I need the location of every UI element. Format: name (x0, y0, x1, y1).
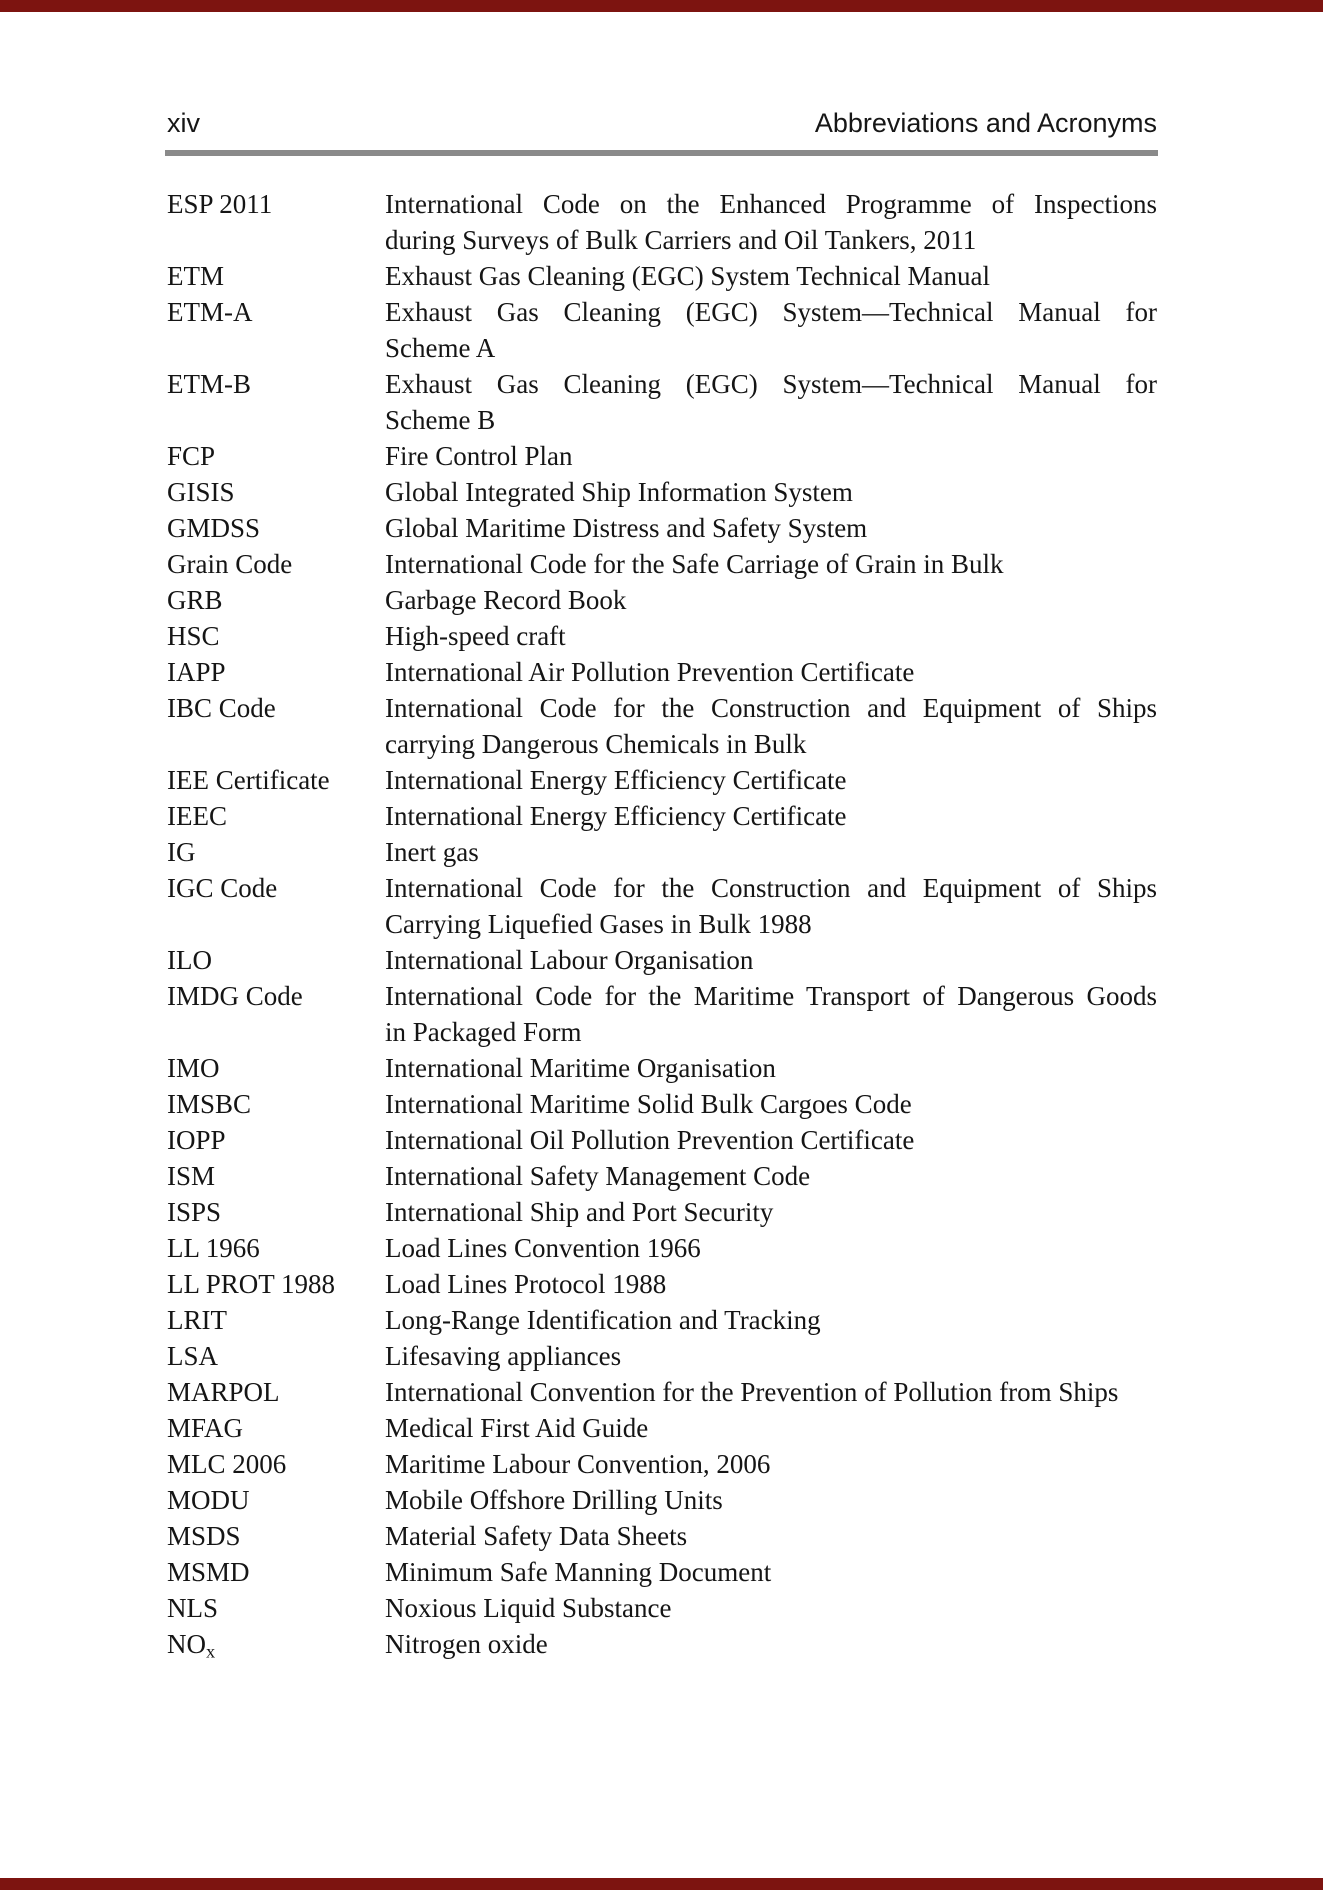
abbrev-entry (167, 546, 1157, 582)
abbreviation: ISM (167, 1161, 216, 1191)
abbrev-entry (167, 438, 1157, 474)
abbrev-entry (167, 834, 1157, 870)
abbreviation: IGC Code (167, 873, 278, 903)
definition-line: in Packaged Form (385, 1017, 582, 1047)
definition-line: Noxious Liquid Substance (385, 1593, 672, 1623)
bottom-edge-bar (0, 1878, 1323, 1890)
definition-line: Exhaust Gas Cleaning (EGC) System Technical Manual (385, 261, 990, 291)
abbreviations-list (167, 186, 1157, 1662)
definition-line: International Labour Organisation (385, 945, 754, 975)
abbreviation: HSC (167, 621, 220, 651)
page-header (167, 106, 1157, 140)
definition (385, 1266, 1157, 1302)
definition-line: International Maritime Solid Bulk Cargoes Code (385, 1089, 912, 1119)
abbrev-entry (167, 1482, 1157, 1518)
abbreviation: IAPP (167, 657, 226, 687)
definition-line: International Code for the Maritime Transport of Dangerous Goods (385, 981, 1157, 1011)
abbreviation: LL 1966 (167, 1233, 260, 1263)
definition (385, 186, 1157, 258)
definition (385, 582, 1157, 618)
definition (385, 1446, 1157, 1482)
definition (385, 1554, 1157, 1590)
definition-line: Lifesaving appliances (385, 1341, 622, 1371)
definition (385, 942, 1157, 978)
abbrev-entry (167, 870, 1157, 942)
abbreviation: MODU (167, 1485, 250, 1515)
abbrev-entry (167, 798, 1157, 834)
definition (385, 690, 1157, 762)
abbreviation: MSMD (167, 1557, 250, 1587)
definition (385, 618, 1157, 654)
abbrev-entry (167, 1194, 1157, 1230)
definition-line: High-speed craft (385, 621, 566, 651)
abbrev-entry (167, 654, 1157, 690)
definition (385, 1194, 1157, 1230)
abbreviation: ISPS (167, 1197, 222, 1227)
abbreviation: ESP 2011 (167, 189, 273, 219)
definition (385, 258, 1157, 294)
definition-line: Material Safety Data Sheets (385, 1521, 688, 1551)
abbreviation-subscript: x (206, 1641, 216, 1662)
abbrev-entry (167, 1230, 1157, 1266)
abbreviation: IBC Code (167, 693, 276, 723)
abbrev-entry (167, 366, 1157, 438)
definition-line: International Air Pollution Prevention Certificate (385, 657, 915, 687)
abbreviation: ILO (167, 945, 212, 975)
abbreviation: ETM (167, 261, 224, 291)
definition-line: International Oil Pollution Prevention Certificate (385, 1125, 915, 1155)
definition-line: Maritime Labour Convention, 2006 (385, 1449, 771, 1479)
abbrev-entry (167, 1374, 1157, 1410)
definition-line: Scheme B (385, 405, 496, 435)
abbreviation: GMDSS (167, 513, 261, 543)
abbrev-entry (167, 1446, 1157, 1482)
definition-line: Load Lines Convention 1966 (385, 1233, 701, 1263)
abbreviation: LL PROT 1988 (167, 1269, 336, 1299)
definition (385, 1590, 1157, 1626)
definition (385, 1122, 1157, 1158)
definition (385, 1518, 1157, 1554)
abbrev-entry (167, 1122, 1157, 1158)
definition (385, 1374, 1157, 1410)
definition-line: International Safety Management Code (385, 1161, 811, 1191)
abbreviation: IEEC (167, 801, 227, 831)
top-edge-bar (0, 0, 1323, 12)
definition-line: International Code for the Construction and Equipment of Ships (385, 693, 1157, 723)
definition-line: Nitrogen oxide (385, 1629, 548, 1659)
abbrev-entry (167, 1158, 1157, 1194)
definition (385, 1482, 1157, 1518)
abbreviation: ETM-A (167, 297, 253, 327)
abbrev-entry (167, 1518, 1157, 1554)
abbrev-entry (167, 942, 1157, 978)
definition-line: International Code for the Construction and Equipment of Ships (385, 873, 1157, 903)
abbrev-entry (167, 1302, 1157, 1338)
definition (385, 870, 1157, 942)
abbreviation: IOPP (167, 1125, 226, 1155)
abbrev-entry (167, 618, 1157, 654)
definition-line: Minimum Safe Manning Document (385, 1557, 772, 1587)
abbreviation: FCP (167, 441, 216, 471)
definition-line: International Energy Efficiency Certificate (385, 765, 847, 795)
definition-line: Global Integrated Ship Information System (385, 477, 853, 507)
abbrev-entry (167, 582, 1157, 618)
definition-line: Medical First Aid Guide (385, 1413, 649, 1443)
abbreviation: MSDS (167, 1521, 241, 1551)
abbreviation: MFAG (167, 1413, 244, 1443)
abbreviation: IMDG Code (167, 981, 303, 1011)
abbrev-entry (167, 1086, 1157, 1122)
definition (385, 1626, 1157, 1662)
abbrev-entry (167, 762, 1157, 798)
abbreviation: NLS (167, 1593, 219, 1623)
abbreviation: GRB (167, 585, 223, 615)
abbrev-entry (167, 294, 1157, 366)
page-title: Abbreviations and Acronyms (814, 108, 1157, 138)
definition (385, 510, 1157, 546)
abbrev-entry (167, 1590, 1157, 1626)
abbreviation: ETM-B (167, 369, 251, 399)
abbreviation: $NO_x$ (167, 1629, 216, 1662)
definition-line: Long-Range Identification and Tracking (385, 1305, 821, 1335)
definition-line: Exhaust Gas Cleaning (EGC) System—Technical Manual for (385, 297, 1157, 327)
definition (385, 1158, 1157, 1194)
abbrev-entry (167, 1266, 1157, 1302)
abbrev-entry (167, 1626, 1157, 1662)
abbreviation: MARPOL (167, 1377, 280, 1407)
definition (385, 366, 1157, 438)
definition (385, 798, 1157, 834)
abbreviation: Grain Code (167, 549, 293, 579)
abbrev-entry (167, 258, 1157, 294)
definition (385, 294, 1157, 366)
definition-line: Inert gas (385, 837, 479, 867)
definition (385, 1338, 1157, 1374)
definition (385, 1302, 1157, 1338)
definition-line: Carrying Liquefied Gases in Bulk 1988 (385, 909, 812, 939)
definition (385, 834, 1157, 870)
abbreviation: IG (167, 837, 196, 867)
abbrev-entry (167, 1338, 1157, 1374)
definition-line: during Surveys of Bulk Carriers and Oil Tankers, 2011 (385, 225, 977, 255)
definition-line: Global Maritime Distress and Safety System (385, 513, 868, 543)
abbrev-entry (167, 186, 1157, 258)
definition (385, 654, 1157, 690)
abbrev-entry (167, 1050, 1157, 1086)
definition (385, 1230, 1157, 1266)
definition (385, 1086, 1157, 1122)
definition (385, 474, 1157, 510)
abbrev-entry (167, 690, 1157, 762)
abbrev-entry (167, 510, 1157, 546)
abbrev-entry (167, 1554, 1157, 1590)
definition (385, 1410, 1157, 1446)
abbrev-entry (167, 1410, 1157, 1446)
definition-line: International Maritime Organisation (385, 1053, 776, 1083)
definition (385, 546, 1157, 582)
definition-line: Scheme A (385, 333, 496, 363)
definition-line: Garbage Record Book (385, 585, 627, 615)
definition-line: International Code for the Safe Carriage of Grain in Bulk (385, 549, 1004, 579)
abbreviation: GISIS (167, 477, 235, 507)
definition-line: carrying Dangerous Chemicals in Bulk (385, 729, 807, 759)
abbreviation: LSA (167, 1341, 219, 1371)
abbrev-entry (167, 978, 1157, 1050)
abbreviation: IEE Certificate (167, 765, 330, 795)
header-rule (165, 150, 1158, 156)
definition-line: International Energy Efficiency Certificate (385, 801, 847, 831)
definition-line: Load Lines Protocol 1988 (385, 1269, 667, 1299)
definition-line: International Convention for the Prevention of Pollution from Ships (385, 1377, 1119, 1407)
abbreviation: MLC 2006 (167, 1449, 287, 1479)
definition-line: Mobile Offshore Drilling Units (385, 1485, 723, 1515)
abbreviation: IMO (167, 1053, 220, 1083)
definition (385, 978, 1157, 1050)
definition-line: Exhaust Gas Cleaning (EGC) System—Technical Manual for (385, 369, 1157, 399)
page-number: xiv (167, 108, 200, 138)
abbreviation: IMSBC (167, 1089, 252, 1119)
definition (385, 1050, 1157, 1086)
abbrev-entry (167, 474, 1157, 510)
definition-line: International Ship and Port Security (385, 1197, 774, 1227)
definition-line: International Code on the Enhanced Programme of Inspections (385, 189, 1157, 219)
abbreviation: LRIT (167, 1305, 227, 1335)
definition-line: Fire Control Plan (385, 441, 573, 471)
definition (385, 762, 1157, 798)
definition (385, 438, 1157, 474)
